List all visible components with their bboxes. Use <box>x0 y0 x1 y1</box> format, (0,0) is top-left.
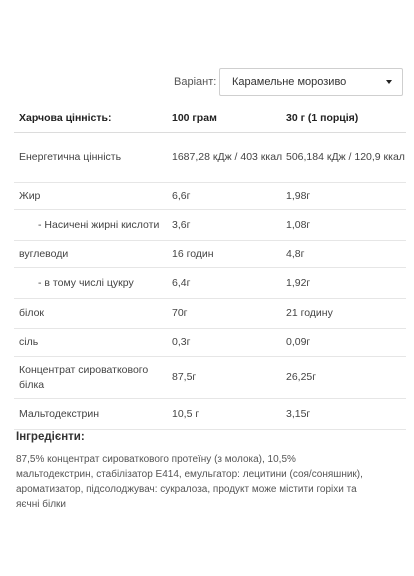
variant-label: Варіант: <box>174 76 217 88</box>
row-per-100g: 3,6г <box>172 218 191 231</box>
row-per-100g: 87,5г <box>172 371 197 383</box>
row-per-100g: 0,3г <box>172 336 191 348</box>
row-per-serving: 1,92г <box>286 276 311 289</box>
row-name: сіль <box>19 336 39 348</box>
row-per-serving: 506,184 кДж / 120,9 ккал <box>286 151 405 163</box>
row-name: Мальтодекстрин <box>19 407 100 420</box>
variant-selected-value: Карамельне морозиво <box>232 76 347 88</box>
row-per-100g: 10,5 г <box>172 407 200 420</box>
header-per-100g: 100 грам <box>172 112 217 124</box>
variant-dropdown[interactable] <box>219 68 403 96</box>
nutrition-header-row <box>14 104 406 133</box>
table-row <box>14 299 406 329</box>
row-per-100g: 6,4г <box>172 276 191 289</box>
row-per-100g: 1687,28 кДж / 403 ккал <box>172 151 283 163</box>
row-per-serving: 21 годину <box>286 307 333 319</box>
row-per-serving: 26,25г <box>286 371 317 383</box>
row-name: - в тому числі цукру <box>38 276 134 289</box>
row-per-serving: 3,15г <box>286 407 311 420</box>
nutrition-table <box>14 104 406 430</box>
row-per-serving: 4,8г <box>286 247 305 260</box>
table-row <box>14 210 406 241</box>
row-per-serving: 0,09г <box>286 336 311 348</box>
row-name: Жир <box>19 189 41 202</box>
variant-selector-row <box>174 67 403 97</box>
table-row <box>14 357 406 399</box>
row-name: вуглеводи <box>19 247 69 260</box>
row-name: - Насичені жирні кислоти <box>38 218 160 231</box>
row-name: Концентрат сироваткового білка <box>19 363 149 391</box>
table-row <box>14 183 406 210</box>
ingredients-title: Інгредієнти: <box>16 431 85 443</box>
table-row <box>14 268 406 299</box>
row-per-serving: 1,08г <box>286 218 311 231</box>
row-per-serving: 1,98г <box>286 189 311 202</box>
header-per-serving: 30 г (1 порція) <box>286 112 359 124</box>
table-row <box>14 329 406 357</box>
row-name: Енергетична цінність <box>19 151 122 163</box>
header-nutrition-value: Харчова цінність: <box>19 112 112 124</box>
row-per-100g: 16 годин <box>172 247 214 260</box>
table-row <box>14 399 406 430</box>
row-per-100g: 6,6г <box>172 189 191 202</box>
row-per-100g: 70г <box>172 307 188 319</box>
ingredients-text: 87,5% концентрат сироваткового протеїну (з молока), 10,5% мальтодекстрин, стабілізатор Е414, емульгатор: лецитини (соя/соняшник), ароматизатор, підсолоджувач: сукралоза, продукт може містити горіхи та яєчні білки <box>16 454 363 510</box>
table-row <box>14 241 406 268</box>
table-row <box>14 133 406 183</box>
chevron-down-icon <box>386 80 392 84</box>
row-name: білок <box>19 307 45 319</box>
